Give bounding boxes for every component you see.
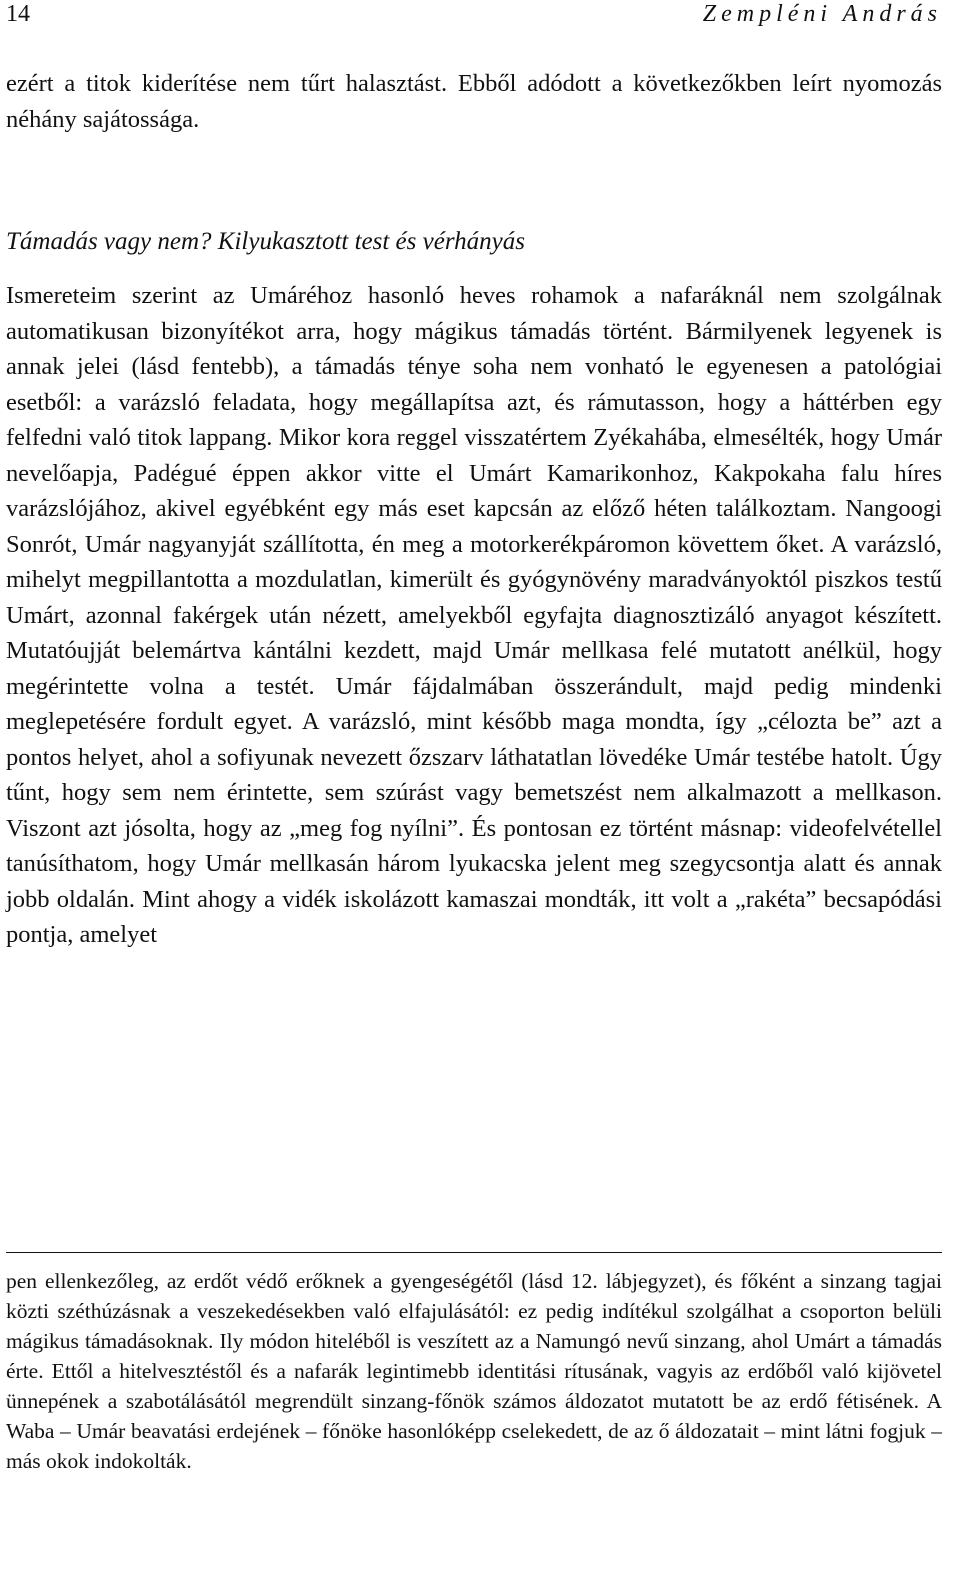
page-number: 14: [6, 1, 30, 27]
running-head-author: Zempléni András: [702, 1, 942, 27]
footnote-text: pen ellenkezőleg, az erdőt védő erőknek a gyengeségétől (lásd 12. lábjegyzet), és főként a sinzang tagjai közti széthúzásnak a veszekedésekben való elfajulásától: ez pedig indítékul szolgálhat a csoporton belüli mágikus támadásoknak. Ily módon hiteléből is veszített az a Namungó nevű sinzang, ahol Umárt a támadás érte. Ettől a hitelvesztéstől és a nafarák legintimebb identitási rítusának, vagyis az erdőből való kijövetel ünnepének a szabotálásától megrendült sinzang-főnök számos áldozatot mutatott be az erdő fétisének. A Waba – Umár beavatási erdejének – főnöke hasonlóképp cselekedett, de az ő áldozatait – mint látni fogjuk – más okok indokolták.: [6, 1269, 942, 1473]
intro-paragraph: ezért a titok kiderítése nem tűrt halasztást. Ebből adódott a következőkben leírt nyomozás néhány sajátossága.: [6, 70, 942, 133]
running-head: [6, 0, 942, 28]
book-page: [6, 0, 942, 1596]
section-title: Támadás vagy nem? Kilyukasztott test és vérhányás: [6, 228, 525, 255]
footnote-divider: [6, 1252, 942, 1253]
main-paragraph: Ismereteim szerint az Umáréhoz hasonló heves rohamok a nafaráknál nem szolgálnak automatikusan bizonyítékot arra, hogy mágikus támadás történt. Bármilyenek legyenek is annak jelei (lásd fentebb), a támadás ténye soha nem vonható le egyenesen a patológiai esetből: a varázsló feladata, hogy megállapítsa azt, és rámutasson, hogy a háttérben egy felfedni való titok lappang. Mikor kora reggel visszatértem Zyékahába, elmesélték, hogy Umár nevelőapja, Padégué éppen akkor vitte el Umárt Kamarikonhoz, Kakpokaha falu híres varázslójához, akivel egyébként egy más eset kapcsán az előző héten találkoztam. Nangoogi Sonrót, Umár nagyanyját szállította, én meg a motorkerékpáromon követtem őket. A varázsló, mihelyt megpillantotta a mozdulatlan, kimerült és gyógynövény maradványoktól piszkos testű Umárt, azonnal fakérgek után nézett, amelyekből egyfajta diagnosztizáló anyagot készített. Mutatóujját belemártva kántálni kezdett, majd Umár mellkasa felé mutatott anélkül, hogy megérintette volna a testét. Umár fájdalmában összerándult, majd pedig mindenki meglepetésére fordult egyet. A varázsló, mint később maga mondta, így „célozta be” azt a pontos helyet, ahol a sofiyunak nevezett őzszarv láthatatlan lövedéke Umár testébe hatolt. Úgy tűnt, hogy sem nem érintette, sem szúrást vagy bemetszést nem alkalmazott a mellkason. Viszont azt jósolta, hogy az „meg fog nyílni”. És pontosan ez történt másnap: videofelvétellel tanúsíthatom, hogy Umár mellkasán három lyukacska jelent meg szegycsontja alatt és annak jobb oldalán. Mint ahogy a vidék iskolázott kamaszai mondták, itt volt a „rakéta” becsapódási pontja, amelyet: [6, 282, 942, 948]
